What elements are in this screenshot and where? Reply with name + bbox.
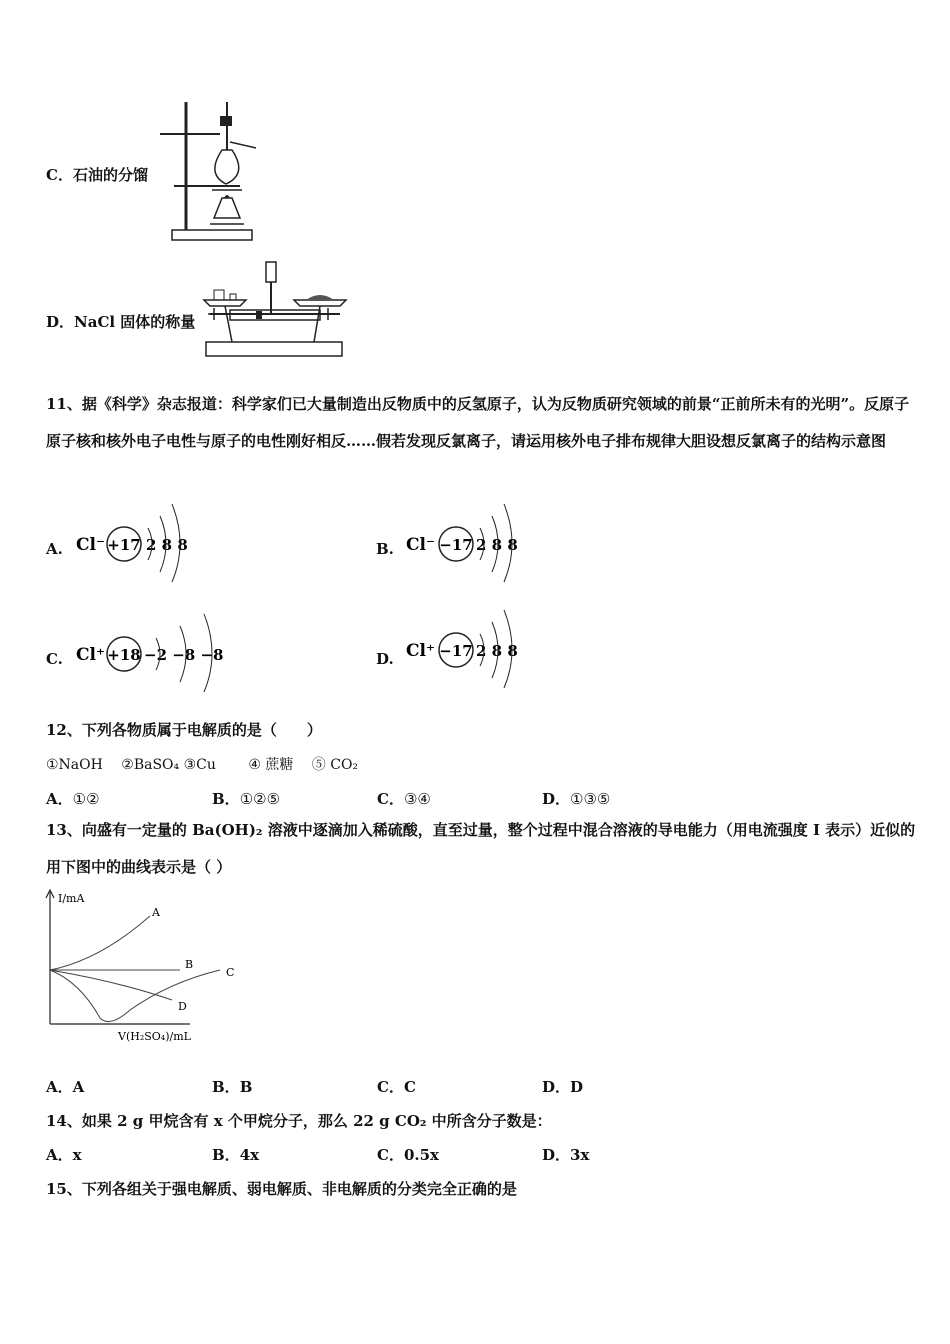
q14-option-a[interactable]: A．x (46, 1146, 82, 1164)
ion-symbol: Cl⁻ (76, 535, 105, 555)
ion-symbol: Cl⁺ (76, 645, 105, 665)
ion-symbol: Cl⁻ (406, 535, 435, 555)
nucleus-charge: +17 (107, 536, 141, 554)
question-text: 下列各组关于强电解质、弱电解质、非电解质的分类完全正确的是 (81, 1180, 517, 1198)
question-number: 11、 (46, 395, 82, 413)
q13-stem (46, 812, 916, 886)
q14-option-c[interactable]: C．0.5x (377, 1146, 439, 1164)
q12-items: ①NaOH ②BaSO₄ ③Cu ④ 蔗糖 ⑤ CO₂ (46, 757, 359, 773)
q12-option-b[interactable]: B．①②⑤ (212, 790, 281, 808)
q11-option-b-diagram (406, 498, 526, 588)
option-letter: C． (46, 166, 73, 184)
graph-xlabel: V(H₂SO₄)/mL (118, 1030, 191, 1043)
question-number: 14、 (46, 1112, 82, 1130)
q13-option-a[interactable]: A．A (46, 1078, 85, 1096)
electron-shells: 2 8 8 (476, 536, 518, 554)
balance-scale-image (200, 258, 350, 362)
graph-ylabel: I/mA (58, 892, 85, 905)
question-number: 15、 (46, 1180, 82, 1198)
q10-option-d (46, 312, 195, 332)
option-letter: D． (46, 313, 75, 331)
nucleus-charge: −17 (439, 536, 473, 554)
electron-shells: 2 8 8 (146, 536, 188, 554)
q15-stem (46, 1179, 517, 1199)
curve-a-label: A (152, 906, 160, 919)
conductivity-graph (40, 886, 250, 1046)
question-number: 13、 (46, 821, 82, 839)
electron-shells: 2 8 8 (476, 642, 518, 660)
q13-option-d[interactable]: D．D (542, 1078, 584, 1096)
electron-shells: −2 −8 −8 (144, 646, 224, 664)
question-text: 如果 2 g 甲烷含有 x 个甲烷分子，那么 22 g CO₂ 中所含分子数是： (81, 1112, 552, 1130)
q11-option-d-letter[interactable]: D. (376, 650, 394, 668)
q11-option-c-diagram (76, 608, 236, 698)
q11-option-a-diagram (76, 498, 196, 588)
q12-stem (46, 720, 322, 740)
q11-option-d-diagram (406, 604, 526, 694)
q14-option-d[interactable]: D．3x (542, 1146, 590, 1164)
q14-stem (46, 1111, 552, 1131)
question-text: 向盛有一定量的 Ba(OH)₂ 溶液中逐滴加入稀硫酸，直至过量，整个过程中混合溶液的导电能力（用电流强度 I 表示）近似的用下图中的曲线表示是（ ） (46, 821, 916, 876)
q13-option-b[interactable]: B．B (212, 1078, 253, 1096)
q10-option-c (46, 165, 148, 185)
question-text: 据《科学》杂志报道：科学家们已大量制造出反物质中的反氢原子，认为反物质研究领域的前景“正前所未有的光明”。反原子原子核和核外电子电性与原子的电性刚好相反……假若发现反氯离子，请运用核外电子排布规律大胆设想反氯离子的结构示意图 (46, 395, 910, 450)
nucleus-charge: −17 (439, 642, 473, 660)
ion-symbol: Cl⁺ (406, 641, 435, 661)
question-text: 下列各物质属于电解质的是（ ） (81, 721, 322, 739)
question-number: 12、 (46, 721, 82, 739)
q12-option-d[interactable]: D．①③⑤ (542, 790, 611, 808)
q13-option-c[interactable]: C．C (377, 1078, 416, 1096)
curve-a (50, 916, 150, 970)
curve-c (50, 970, 220, 1022)
q11-option-c-letter[interactable]: C. (46, 650, 63, 668)
option-text: 石油的分馏 (72, 166, 148, 184)
q11-option-a-letter[interactable]: A. (46, 540, 63, 558)
q11-option-b-letter[interactable]: B. (376, 540, 394, 558)
nucleus-charge: +18 (107, 646, 141, 664)
curve-b-label: B (185, 958, 194, 971)
q12-option-c[interactable]: C．③④ (377, 790, 431, 808)
q11-stem (46, 386, 916, 460)
curve-c-label: C (226, 966, 235, 979)
q12-option-a[interactable]: A．①② (46, 790, 100, 808)
q14-option-b[interactable]: B．4x (212, 1146, 260, 1164)
curve-d-label: D (178, 1000, 187, 1013)
distillation-apparatus-image (160, 98, 260, 244)
option-text: NaCl 固体的称量 (74, 313, 196, 331)
